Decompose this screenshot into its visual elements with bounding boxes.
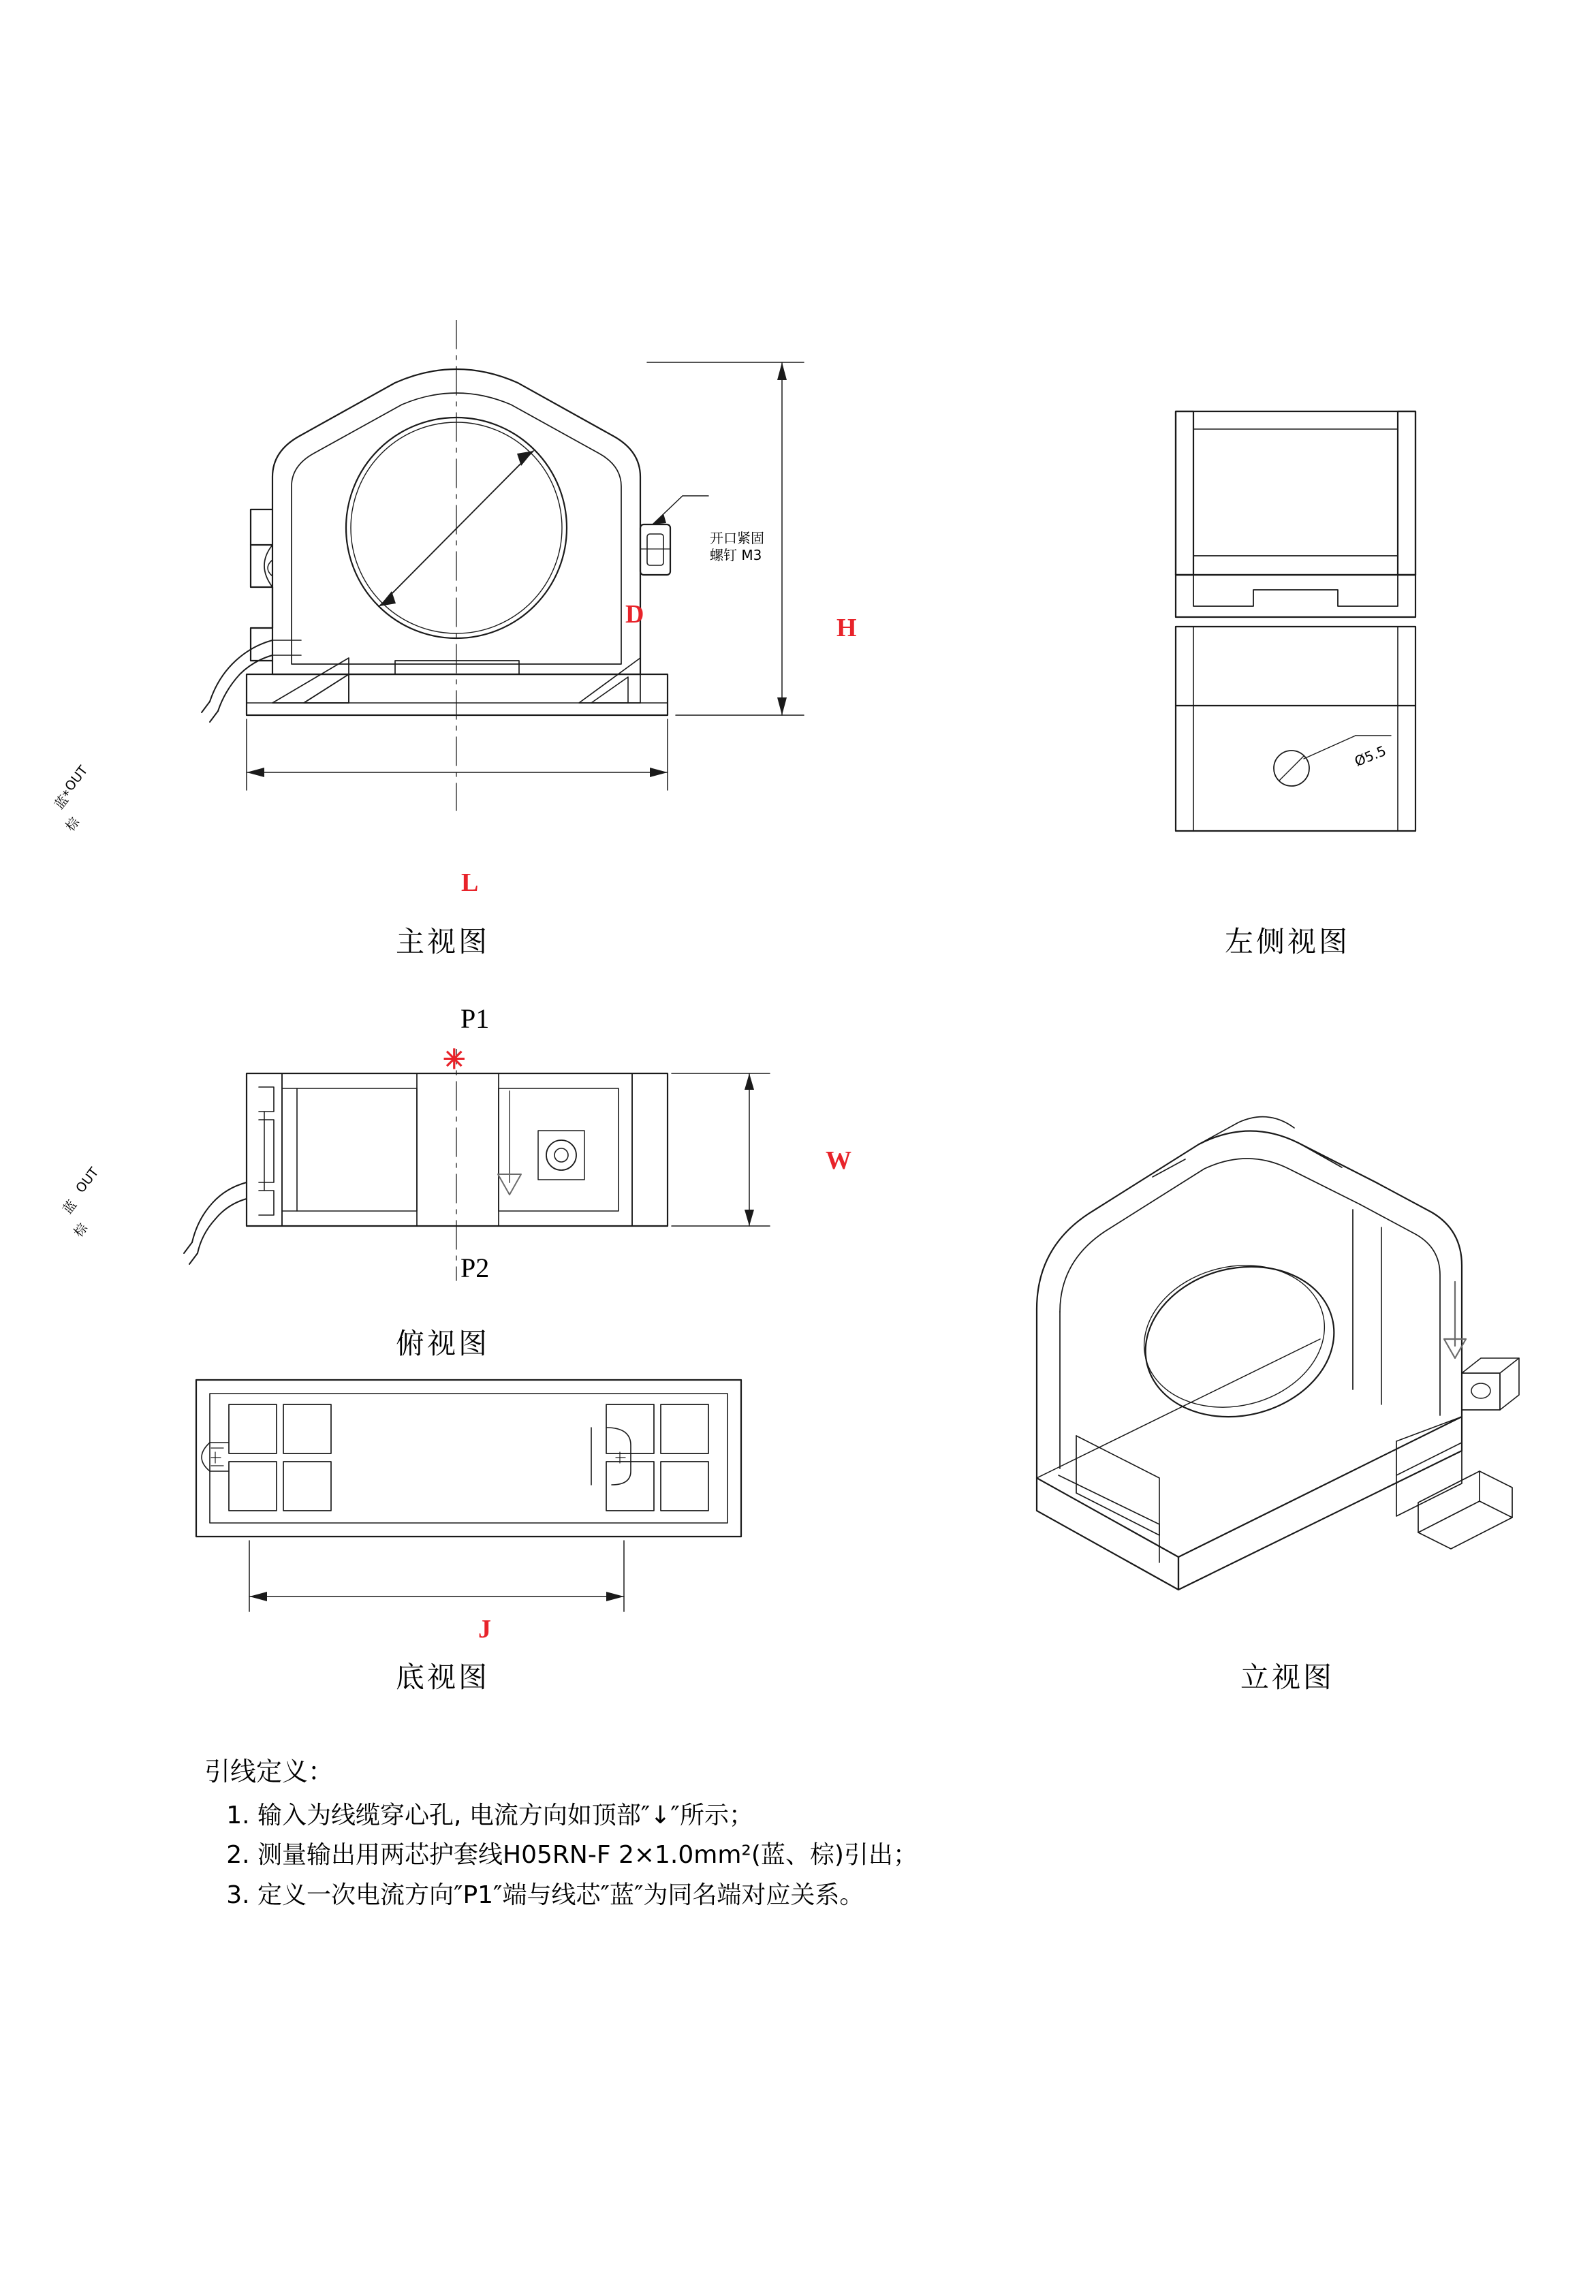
dimension-label-W: W <box>826 1146 851 1175</box>
wire-label-brown-front: 棕 <box>63 815 83 834</box>
wire-label-blue-top: 蓝 <box>60 1197 80 1217</box>
caption-left-view: 左侧视图 <box>1224 925 1350 958</box>
note-item: 3. 定义一次电流方向″P1″端与线芯″蓝″为同名端对应关系。 <box>257 1876 1430 1915</box>
caption-front-view: 主视图 <box>395 925 490 958</box>
notes-list <box>204 1796 1430 1915</box>
view-left <box>1151 402 1471 879</box>
wire-label-out-top: OUT <box>73 1165 102 1196</box>
caption-isometric-view: 立视图 <box>1240 1661 1334 1694</box>
caption-top-view: 俯视图 <box>395 1327 490 1360</box>
wire-label-blue-front: 蓝* <box>51 787 76 813</box>
view-front <box>170 320 933 919</box>
mount-hole-label: Ø5.5 <box>1352 742 1389 770</box>
wire-label-out-front: OUT <box>62 763 91 794</box>
terminal-label-p1: P1 <box>460 1003 490 1034</box>
terminal-label-p2: P2 <box>460 1253 490 1283</box>
caption-bottom-view: 底视图 <box>395 1661 490 1694</box>
note-item: 1. 输入为线缆穿心孔, 电流方向如顶部″↓″所示； <box>257 1796 1430 1836</box>
dimension-label-H: H <box>836 614 857 642</box>
terminal-star-marker: ✳ <box>443 1044 466 1075</box>
dimension-label-J: J <box>478 1615 491 1644</box>
view-isometric <box>974 1069 1546 1635</box>
screw-note <box>710 530 764 564</box>
dimension-label-L: L <box>461 868 479 897</box>
note-item: 2. 测量输出用两芯护套线H05RN-F 2×1.0mm²(蓝、棕)引出； <box>257 1836 1430 1875</box>
screw-note-line1: 开口紧固 <box>710 530 764 546</box>
notes-title: 引线定义： <box>204 1757 334 1787</box>
notes-block <box>204 1750 1430 1915</box>
dimension-label-D: D <box>625 600 644 629</box>
wire-label-brown-top: 棕 <box>71 1221 91 1240</box>
screw-note-line2: 螺钉 M3 <box>710 547 762 563</box>
view-top <box>170 1049 933 1308</box>
view-bottom <box>170 1362 933 1648</box>
